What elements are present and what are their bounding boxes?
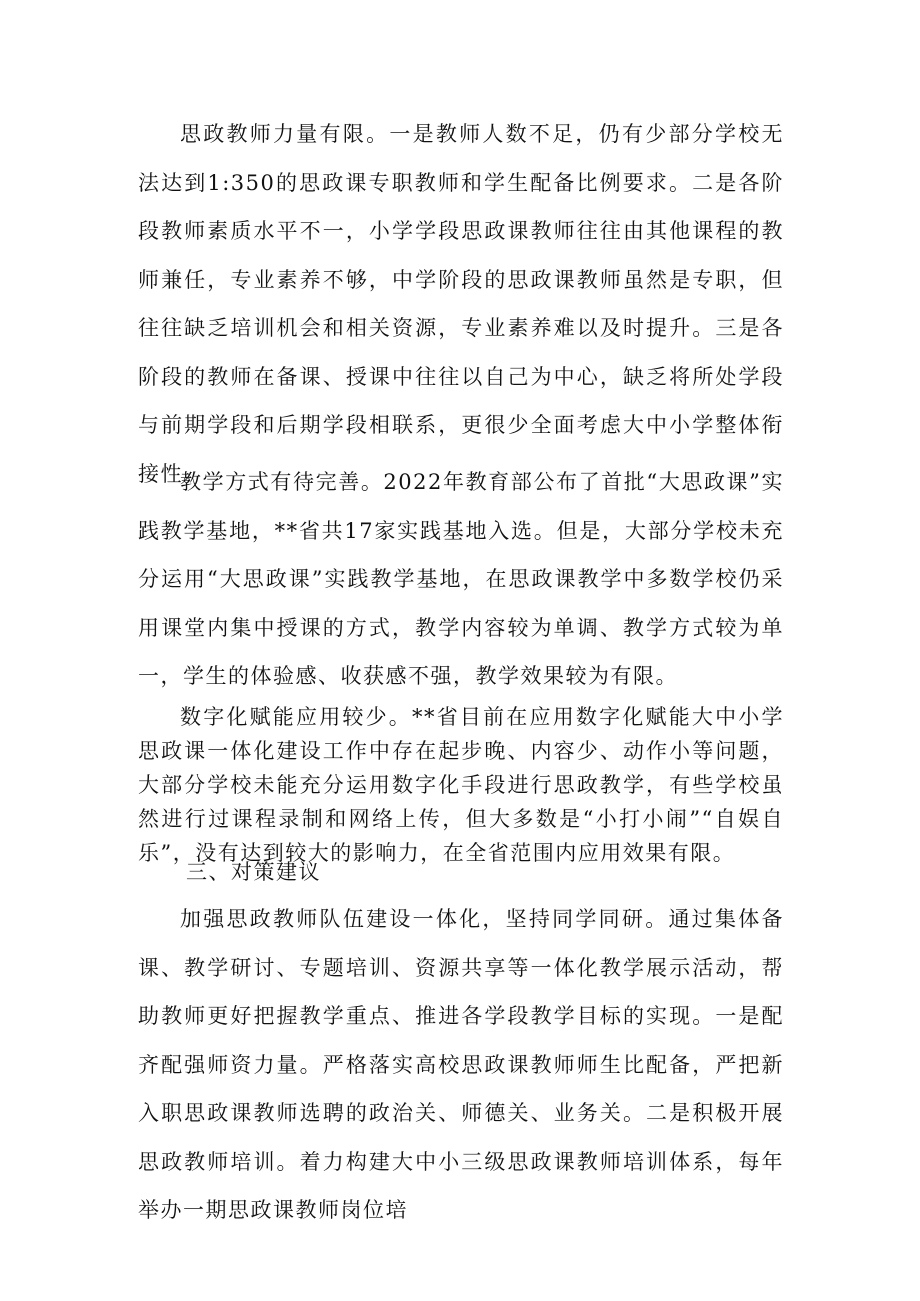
paragraph-digital-empowerment: 数字化赋能应用较少。**省目前在应用数字化赋能大中小学思政课一体化建设工作中存在起步晚、内容少、动作小等问题，大部分学校未能充分运用数字化手段进行思政教学，有些学校虽然进行过课程录制和网络上传，但大多数是“小打小闹”“自娱自乐”，没有达到较大的影响力，在全省范围内应用效果有限。 xyxy=(138,705,784,865)
paragraph-teaching-methods: 教学方式有待完善。2022年教育部公布了首批“大思政课”实践教学基地，**省共17家实践基地入选。但是，大部分学校未充分运用“大思政课”实践教学基地，在思政课教学中多数学校仍采用课堂内集中授课的方式，教学内容较为单调、教学方式较为单一，学生的体验感、收获感不强，教学效果较为有限。 xyxy=(138,470,784,688)
section-heading-countermeasures: 三、对策建议 xyxy=(186,860,321,884)
paragraph-teacher-capacity: 思政教师力量有限。一是教师人数不足，仍有少部分学校无法达到1:350的思政课专职教师和学生配备比例要求。二是各阶段教师素质水平不一，小学学段思政课教师往往由其他课程的教师兼任，专业素养不够，中学阶段的思政课教师虽然是专职，但往往缺乏培训机会和相关资源，专业素养难以及时提升。三是各阶段的教师在备课、授课中往往以自己为中心，缺乏将所处学段与前期学段和后期学段相联系，更很少全面考虑大中小学整体衔接性。 xyxy=(138,122,784,486)
paragraph-teacher-team-building: 加强思政教师队伍建设一体化，坚持同学同研。通过集体备课、教学研讨、专题培训、资源共享等一体化教学展示活动，帮助教师更好把握教学重点、推进各学段教学目标的实现。一是配齐配强师资力量。严格落实高校思政课教师师生比配备，严把新入职思政课教师选聘的政治关、师德关、业务关。二是积极开展思政教师培训。着力构建大中小三级思政课教师培训体系，每年举办一期思政课教师岗位培 xyxy=(138,907,784,1222)
